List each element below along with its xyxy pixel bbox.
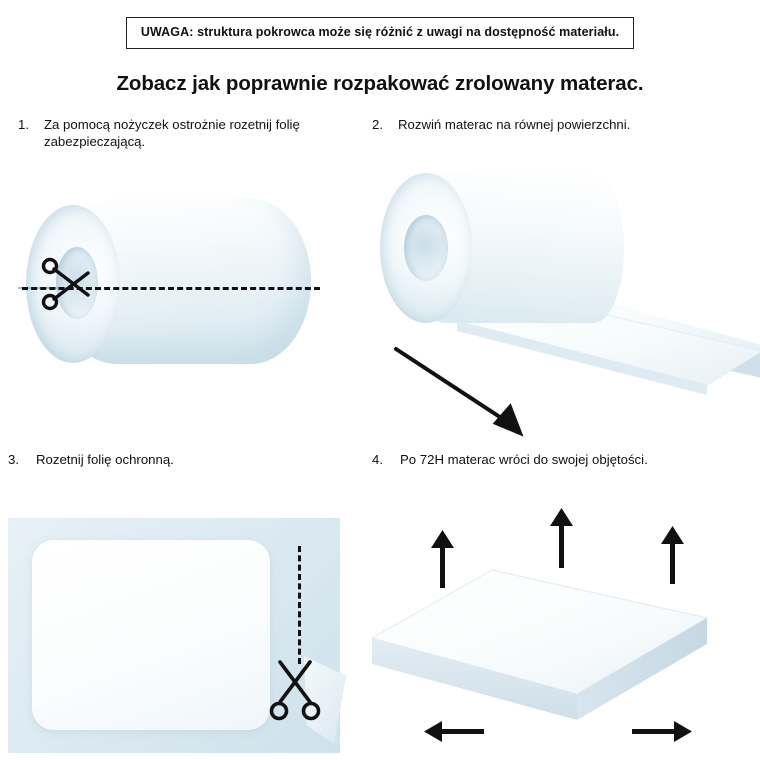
step-2-number: 2. — [372, 116, 383, 132]
step-3-text: Rozetnij folię ochronną. — [36, 451, 174, 467]
unrolling-mattress-graphic — [362, 173, 752, 453]
step-1-header — [18, 116, 338, 152]
step-4-header — [372, 451, 722, 469]
step-4-text: Po 72H materac wróci do swojej objętości. — [400, 451, 648, 467]
mattress-surface — [32, 540, 270, 730]
step-3 — [8, 451, 338, 479]
step-1-number: 1. — [18, 116, 29, 132]
step-4 — [372, 451, 722, 479]
step-3-header — [8, 451, 338, 469]
step-1-text: Za pomocą nożyczek ostrożnie rozetnij folię zabezpieczającą. — [44, 116, 300, 150]
arrow-left-icon — [424, 720, 486, 749]
arrow-right-icon — [630, 720, 692, 749]
step-2 — [372, 116, 712, 144]
notice-banner-wrapper — [0, 0, 760, 49]
step-3-number: 3. — [8, 451, 19, 467]
scissors-icon — [40, 255, 98, 318]
arrow-up-icon — [549, 508, 575, 575]
arrow-up-icon — [430, 530, 456, 595]
notice-banner: UWAGA: struktura pokrowca może się różnić z uwagi na dostępność materiału. — [126, 17, 634, 49]
step-2-text: Rozwiń materac na równej powierzchni. — [398, 116, 631, 132]
step-4-number: 4. — [372, 451, 383, 467]
foil-wrapped-mattress-graphic — [8, 518, 348, 753]
page-title: Zobacz jak poprawnie rozpakować zrolowany materac. — [116, 71, 644, 95]
scissors-icon — [266, 658, 328, 735]
unroll-arrow-icon — [392, 343, 552, 458]
expanding-mattress-graphic — [362, 508, 712, 758]
roll-core-hole — [404, 215, 448, 281]
arrow-up-icon — [660, 526, 686, 591]
dashed-cut-line — [298, 546, 301, 664]
rolled-mattress-graphic — [18, 199, 328, 384]
step-1 — [18, 116, 338, 162]
step-2-header — [372, 116, 712, 134]
